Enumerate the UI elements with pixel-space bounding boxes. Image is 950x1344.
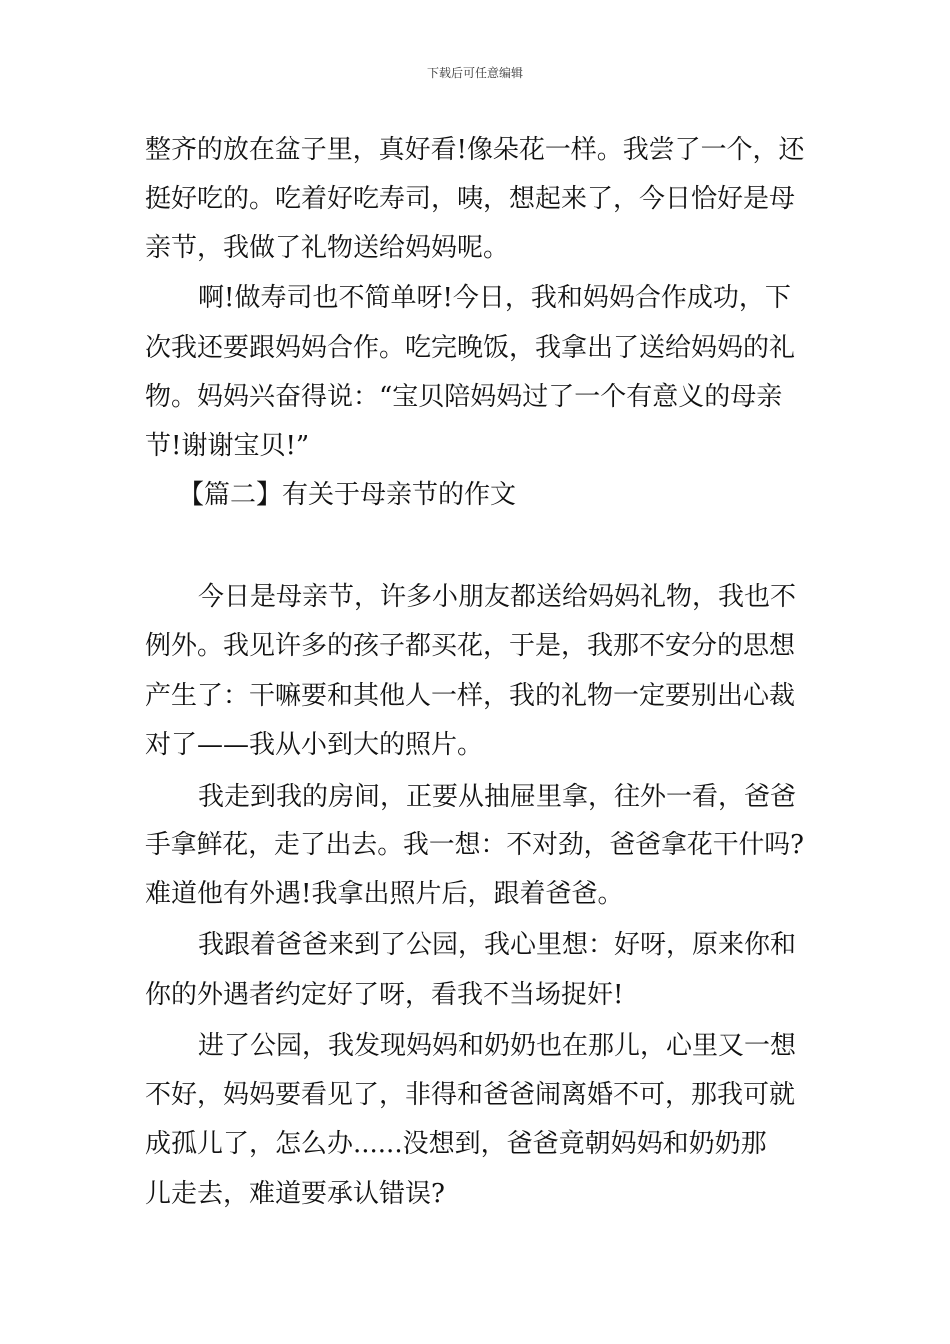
paragraph-start: 我跟着爸爸来到了公园，我心里想：好呀，原来你和 — [198, 930, 797, 960]
text-line: 对了——我从小到大的照片。 — [145, 730, 484, 760]
text-line: 你的外遇者约定好了呀，看我不当场捉奸! — [145, 980, 624, 1010]
page-header: 下载后可任意编辑 — [426, 66, 523, 80]
text-line: 产生了：干嘛要和其他人一样，我的礼物一定要别出心裁 — [145, 681, 796, 711]
text-line: 次我还要跟妈妈合作。吃完晚饭，我拿出了送给妈妈的礼 — [145, 333, 796, 363]
text-line: 节!谢谢宝贝!” — [145, 431, 310, 461]
text-line: 例外。我见许多的孩子都买花，于是，我那不安分的思想 — [145, 631, 796, 661]
text-line: 物。妈妈兴奋得说：“宝贝陪妈妈过了一个有意义的母亲 — [145, 382, 783, 412]
paragraph-start: 今日是母亲节，许多小朋友都送给妈妈礼物，我也不 — [198, 582, 797, 612]
text-line: 成孤儿了，怎么办......没想到，爸爸竟朝妈妈和奶奶那 — [145, 1129, 767, 1159]
text-line: 手拿鲜花，走了出去。我一想：不对劲，爸爸拿花干什吗? — [145, 830, 804, 860]
text-line: 不好，妈妈要看见了，非得和爸爸闹离婚不可，那我可就 — [145, 1080, 796, 1110]
text-line: 整齐的放在盆子里，真好看!像朵花一样。我尝了一个，还 — [145, 135, 805, 165]
text-line: 儿走去，难道要承认错误? — [145, 1179, 445, 1209]
paragraph-start: 啊!做寿司也不简单呀!今日，我和妈妈合作成功，下 — [198, 283, 791, 313]
text-line: 难道他有外遇!我拿出照片后，跟着爸爸。 — [145, 879, 624, 909]
paragraph-start: 进了公园，我发现妈妈和奶奶也在那儿，心里又一想 — [198, 1031, 797, 1061]
section-heading: 【篇二】有关于母亲节的作文 — [178, 480, 517, 510]
text-line: 亲节，我做了礼物送给妈妈呢。 — [145, 233, 510, 263]
paragraph-start: 我走到我的房间，正要从抽屉里拿，往外一看，爸爸 — [198, 782, 797, 812]
text-line: 挺好吃的。吃着好吃寿司，咦，想起来了，今日恰好是母 — [145, 184, 796, 214]
